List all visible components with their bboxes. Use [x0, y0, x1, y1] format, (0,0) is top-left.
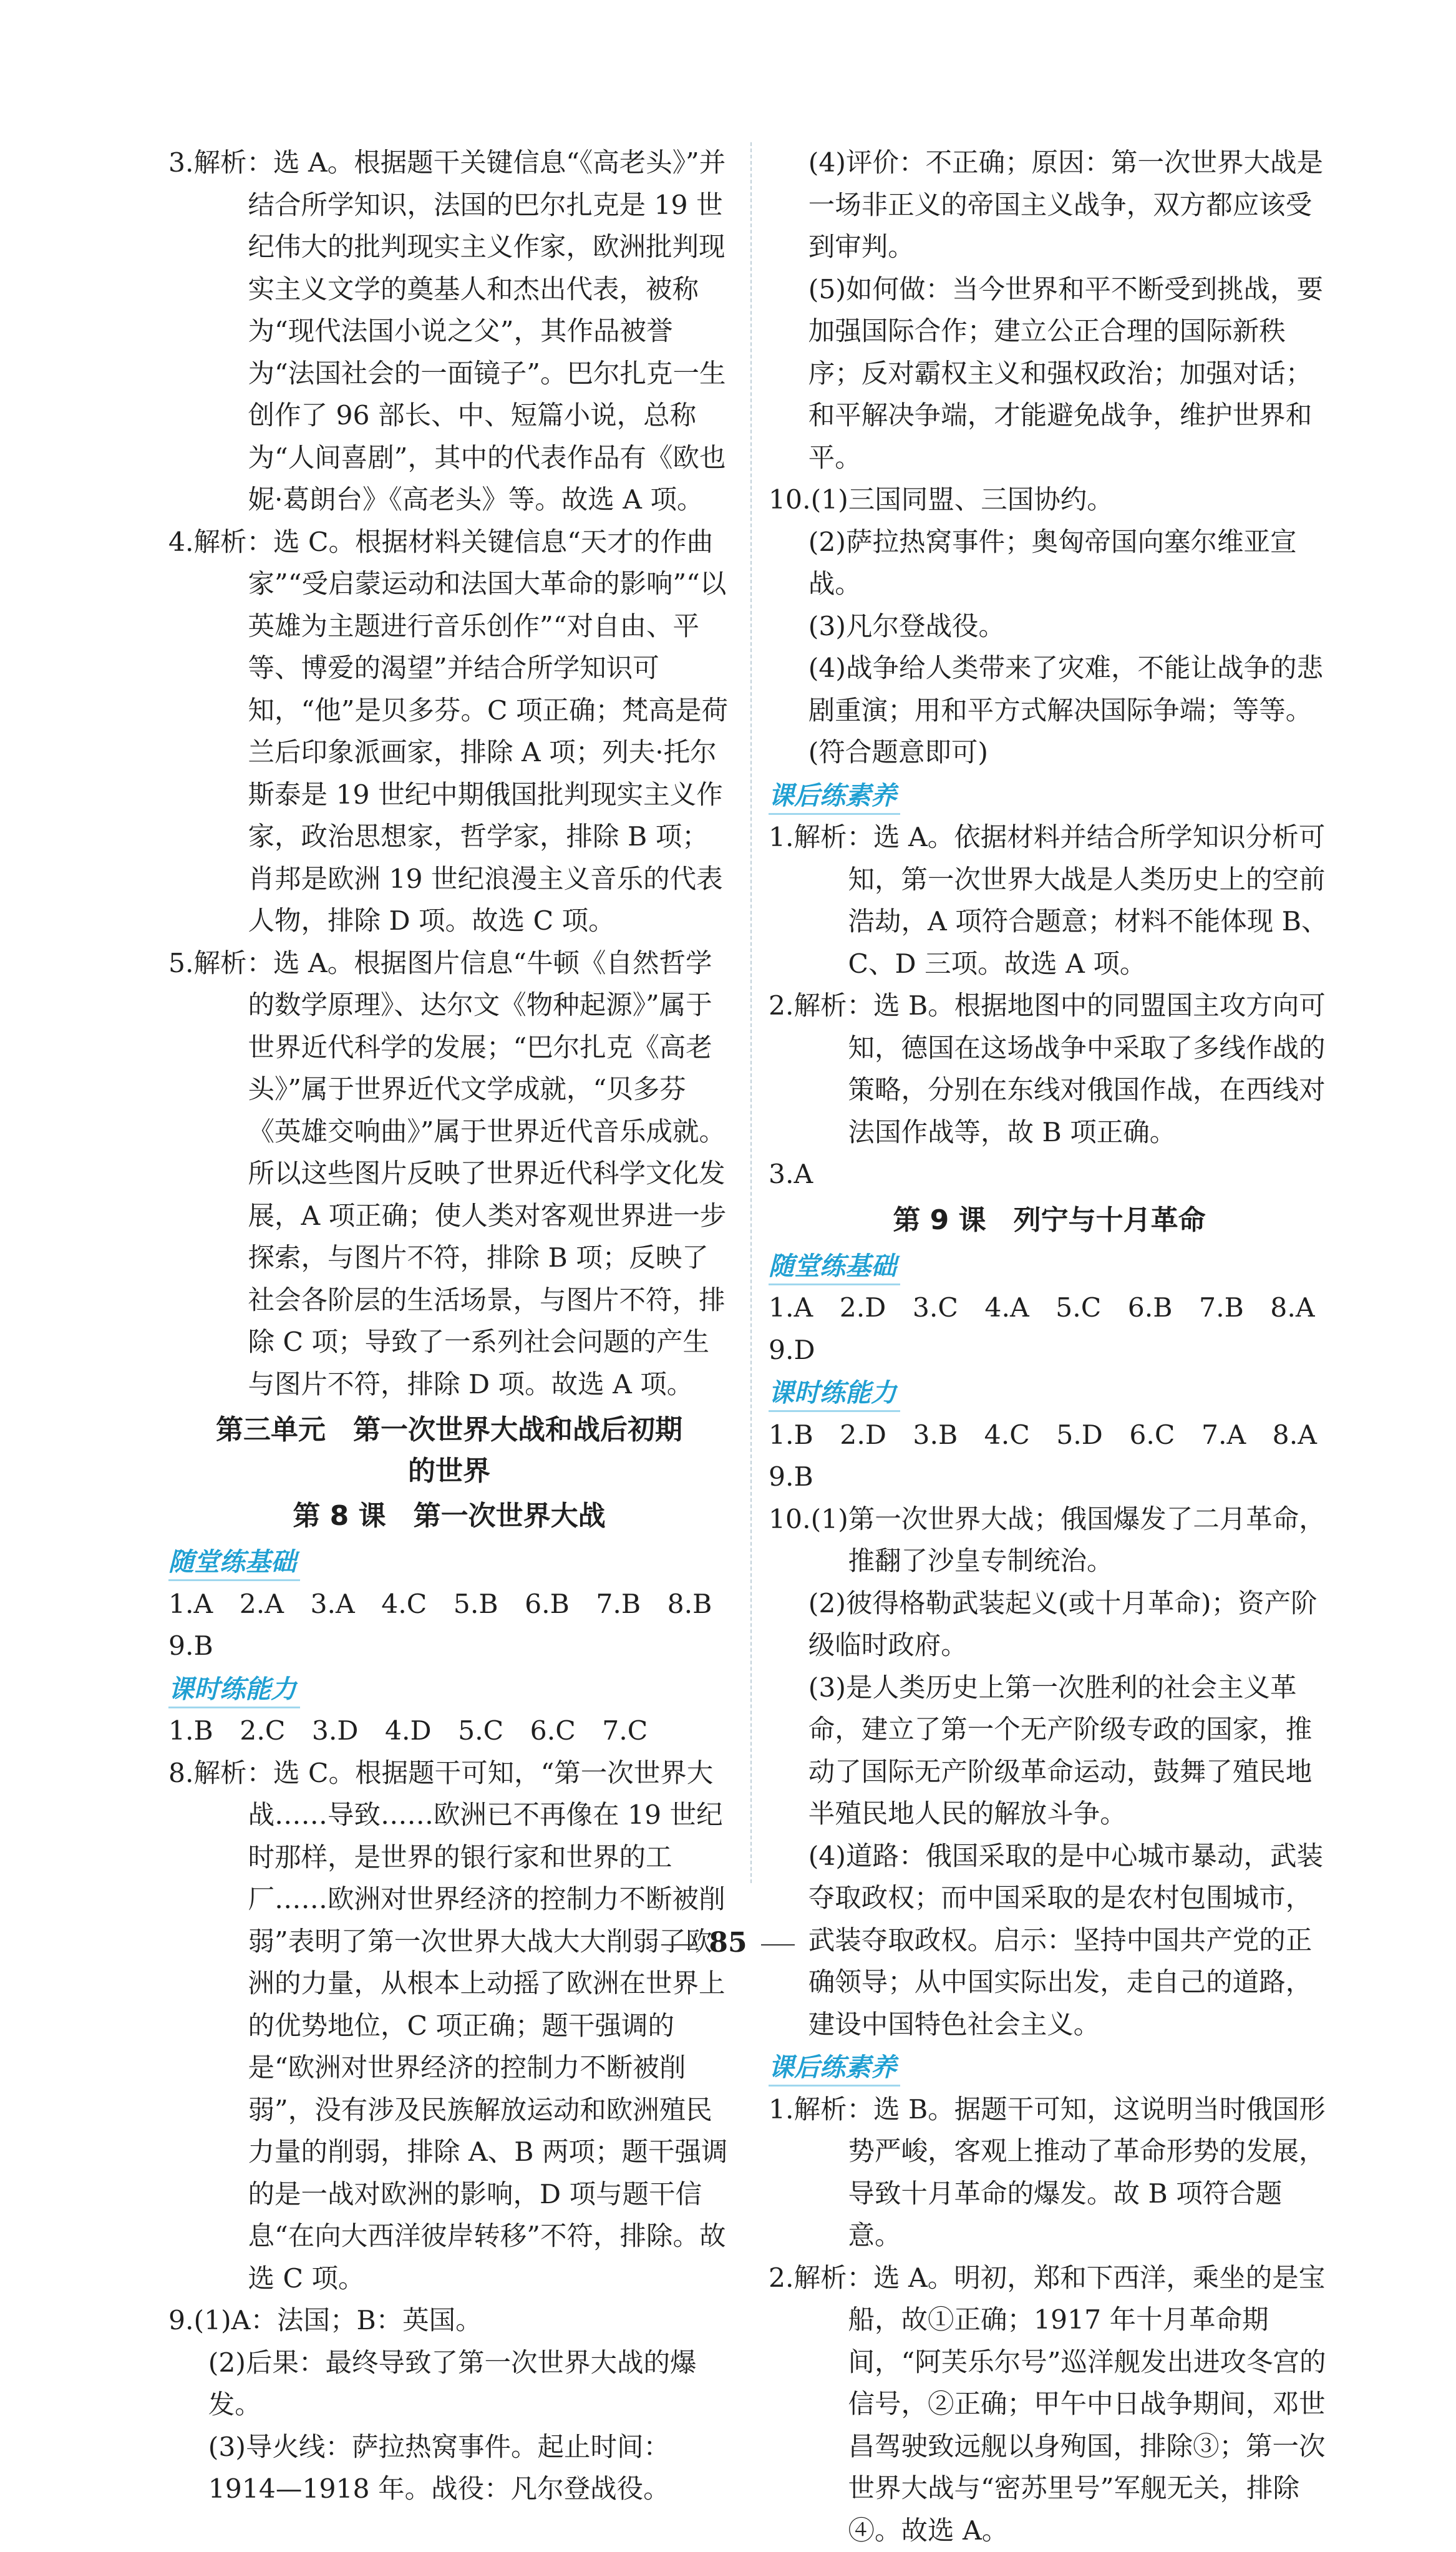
l8-classroom-answers-row1: 1.A 2.A 3.A 4.C 5.B 6.B 7.B 8.B — [168, 1584, 730, 1626]
answer-after-3: 3.A — [769, 1154, 1330, 1196]
right-column — [769, 142, 1330, 2552]
answer-q10-3: (3)凡尔登战役。 — [769, 606, 1330, 648]
answer-l9-q10-2: (2)彼得格勒武装起义(或十月革命)；资产阶级临时政府。 — [769, 1583, 1330, 1667]
answer-q5: 5.解析：选 A。根据图片信息“牛顿《自然哲学的数学原理》、达尔文《物种起源》”属于世界近代科学的发展；“巴尔扎克《高老头》”属于世界近代文学成就，“贝多芬《英雄交响曲》”属于世界近代音乐成就。所以这些图片反映了世界近代科学文化发展，A 项正确；使人类对客观世界进一步探索，与图片不符，排除 B 项；反映了社会各阶层的生活场景，与图片不符，排除 C 项；导致了一系列社会问题的产生与图片不符，排除 D 项。故选 A 项。 — [168, 943, 730, 1406]
answer-l9-q10-1: 10.(1)第一次世界大战；俄国爆发了二月革命，推翻了沙皇专制统治。 — [769, 1499, 1330, 1583]
section-classroom-basics: 随堂练基础 — [168, 1544, 300, 1581]
page-number: 85 — [709, 1927, 747, 1959]
answer-q10-2: (2)萨拉热窝事件；奥匈帝国向塞尔维亚宣战。 — [769, 522, 1330, 606]
page-number-footer — [0, 1927, 1456, 1959]
answer-l9-q10-3: (3)是人类历史上第一次胜利的社会主义革命，建立了第一个无产阶级专政的国家，推动了国际无产阶级革命运动，鼓舞了殖民地半殖民地人民的解放斗争。 — [769, 1667, 1330, 1836]
answer-q10-1: 10.(1)三国同盟、三国协约。 — [769, 479, 1330, 522]
l9-ability-answers-row1: 1.B 2.D 3.B 4.C 5.D 6.C 7.A 8.A — [769, 1415, 1330, 1457]
l9-ability-answers-row2: 9.B — [769, 1456, 1330, 1499]
l8-classroom-answers-row2: 9.B — [168, 1625, 730, 1668]
lesson8-title: 第 8 课 第一次世界大战 — [168, 1494, 730, 1538]
l8-ability-answers-row1: 1.B 2.C 3.D 4.D 5.C 6.C 7.C — [168, 1710, 730, 1753]
section-lesson-ability-l9: 课时练能力 — [769, 1375, 900, 1412]
answer-q10-4: (4)战争给人类带来了灾难，不能让战争的悲剧重演；用和平方式解决国际争端；等等。(符合题意即可) — [769, 648, 1330, 774]
section-classroom-basics-l9: 随堂练基础 — [769, 1249, 900, 1285]
section-after-class: 课后练素养 — [769, 778, 900, 815]
answer-after-2: 2.解析：选 B。根据地图中的同盟国主攻方向可知，德国在这场战争中采取了多线作战的策略，分别在东线对俄国作战，在西线对法国作战等，故 B 项正确。 — [769, 985, 1330, 1154]
answer-q8: 8.解析：选 C。根据题干可知，“第一次世界大战……导致……欧洲已不再像在 19 世纪时那样，是世界的银行家和世界的工厂……欧洲对世界经济的控制力不断被削弱”表明了第一次世界大战大大削弱了欧洲的力量，从根本上动摇了欧洲在世界上的优势地位，C 项正确；题干强调的是“欧洲对世界经济的控制力不断被削弱”，没有涉及民族解放运动和欧洲殖民力量的削弱，排除 A、B 两项；题干强调的是一战对欧洲的影响，D 项与题干信息“在向大西洋彼岸转移”不符，排除。故选 C 项。 — [168, 1753, 730, 2301]
answer-q9-4: (4)评价：不正确；原因：第一次世界大战是一场非正义的帝国主义战争，双方都应该受到审判。 — [769, 142, 1330, 269]
section-after-class-l9: 课后练素养 — [769, 2050, 900, 2087]
left-column — [168, 142, 730, 2511]
unit-title-line1: 第三单元 第一次世界大战和战后初期 — [168, 1410, 730, 1451]
answer-l9-after-2: 2.解析：选 A。明初，郑和下西洋，乘坐的是宝船，故①正确；1917 年十月革命期间，“阿芙乐尔号”巡洋舰发出进攻冬宫的信号，②正确；甲午中日战争期间，邓世昌驾驶致远舰以身殉国，排除③；第一次世界大战与“密苏里号”军舰无关，排除④。故选 A。 — [769, 2257, 1330, 2552]
unit-title — [168, 1410, 730, 1492]
answer-q3: 3.解析：选 A。根据题干关键信息“《高老头》”并结合所学知识，法国的巴尔扎克是 19 世纪伟大的批判现实主义作家，欧洲批判现实主义文学的奠基人和杰出代表，被称为“现代法国小说之父”，其作品被誉为“法国社会的一面镜子”。巴尔扎克一生创作了 96 部长、中、短篇小说，总称为“人间喜剧”，其中的代表作品有《欧也妮·葛朗台》《高老头》等。故选 A 项。 — [168, 142, 730, 522]
answer-after-1: 1.解析：选 A。依据材料并结合所学知识分析可知，第一次世界大战是人类历史上的空前浩劫，A 项符合题意；材料不能体现 B、C、D 三项。故选 A 项。 — [769, 817, 1330, 985]
column-divider — [750, 142, 752, 1883]
page-number-right-rule — [761, 1944, 795, 1946]
lesson9-title: 第 9 课 列宁与十月革命 — [769, 1199, 1330, 1242]
page-number-left-rule — [661, 1944, 695, 1946]
answer-q9-3: (3)导火线：萨拉热窝事件。起止时间：1914—1918 年。战役：凡尔登战役。 — [168, 2427, 730, 2511]
answer-q4: 4.解析：选 C。根据材料关键信息“天才的作曲家”“受启蒙运动和法国大革命的影响”“以英雄为主题进行音乐创作”“对自由、平等、博爱的渴望”并结合所学知识可知，“他”是贝多芬。C 项正确；梵高是荷兰后印象派画家，排除 A 项；列夫·托尔斯泰是 19 世纪中期俄国批判现实主义作家，政治思想家，哲学家，排除 B 项；肖邦是欧洲 19 世纪浪漫主义音乐的代表人物，排除 D 项。故选 C 项。 — [168, 522, 730, 943]
answer-q9-5: (5)如何做：当今世界和平不断受到挑战，要加强国际合作；建立公正合理的国际新秩序；反对霸权主义和强权政治；加强对话；和平解决争端，才能避免战争，维护世界和平。 — [769, 269, 1330, 480]
unit-title-line2: 的世界 — [168, 1451, 730, 1492]
answer-q9-2: (2)后果：最终导致了第一次世界大战的爆发。 — [168, 2342, 730, 2427]
answer-l9-after-1: 1.解析：选 B。据题干可知，这说明当时俄国形势严峻，客观上推动了革命形势的发展，导致十月革命的爆发。故 B 项符合题意。 — [769, 2089, 1330, 2257]
section-lesson-ability: 课时练能力 — [168, 1672, 300, 1708]
l9-classroom-answers-row1: 1.A 2.D 3.C 4.A 5.C 6.B 7.B 8.A — [769, 1287, 1330, 1330]
l9-classroom-answers-row2: 9.D — [769, 1330, 1330, 1372]
answer-l9-q10-4: (4)道路：俄国采取的是中心城市暴动，武装夺取政权；而中国采取的是农村包围城市，武装夺取政权。启示：坚持中国共产党的正确领导；从中国实际出发，走自己的道路，建设中国特色社会主义。 — [769, 1836, 1330, 2047]
answer-q9-1: 9.(1)A：法国；B：英国。 — [168, 2300, 730, 2342]
